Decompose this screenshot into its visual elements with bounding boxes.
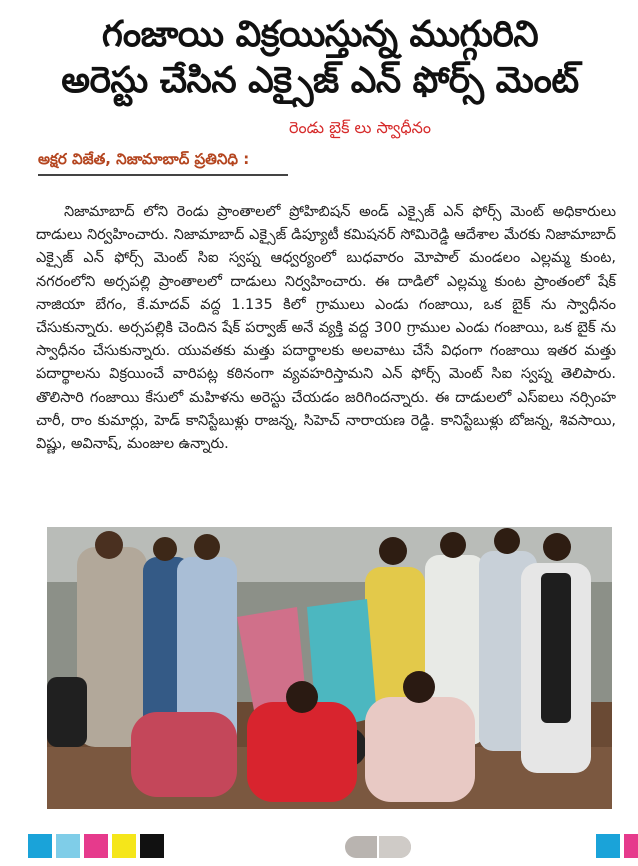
- color-swatch-magenta: [84, 834, 108, 858]
- page-navigation-pill[interactable]: [345, 836, 411, 858]
- color-swatch-cyan: [28, 834, 52, 858]
- subheadline: రెండు బైక్ లు స్వాధీనం: [289, 118, 431, 137]
- color-swatch-magenta-right: [624, 834, 638, 858]
- headline: [30, 12, 610, 104]
- color-swatch-cyan-right: [596, 834, 620, 858]
- color-swatch-black: [140, 834, 164, 858]
- color-swatch-light-cyan: [56, 834, 80, 858]
- article-body: నిజామాబాద్ లోని రెండు ప్రాంతాలలో ప్రోహిబిషన్ అండ్ ఎక్సైజ్ ఎన్ ఫోర్స్ మెంట్ అధికారులు దాడులు నిర్వహించారు. నిజామాబాద్ ఎక్సైజ్ డిప్యూటీ కమిషనర్ సోమిరెడ్డి ఆదేశాల మేరకు నిజామాబాద్ ఎక్సైజ్ ఎన్ ఫోర్స్ మెంట్ సిఐ స్వప్న ఆధ్వర్యంలో బుధవారం మోపాల్ మండలం ఎల్లమ్మ కుంట, నగరంలోని అర్సపల్లి ప్రాంతాలలో దాడులు నిర్వహించారు. ఈ దాడిలో ఎల్లమ్మ కుంట ప్రాంతంలో షేక్ నాజియా బేగం, కే.మాదవ్ వద్ద 1.135 కిలో గ్రాములు ఎండు గంజాయి, ఒక బైక్ ను స్వాధీనం చేసుకున్నారు. అర్సపల్లికి చెందిన షేక్ పర్వాజ్ అనే వ్యక్తి వద్ద 300 గ్రాముల ఎండు గంజాయి, ఒక బైక్ ను స్వాధీనం చేసుకున్నారు. యువతకు మత్తు పదార్థాలకు అలవాటు చేసే విధంగా గంజాయి ఇతర మత్తు పదార్థాలను విక్రయించే వారిపట్ల కఠినంగా వ్యవహరిస్తామని ఎన్ ఫోర్స్ మెంట్ సిఐ స్వప్న తెలిపారు. తొలిసారి గంజాయి కేసులో మహిళను అరెస్టు చేయడం జరిగిందన్నారు. ఈ దాడులలో ఎస్ఐలు నర్సింహ చారీ, రాం కుమార్లు, హెడ్ కానిస్టేబుళ్లు రాజన్న, సిహెచ్ నారాయణ రెడ్డి. కానిస్టేబుళ్లు బోజన్న, శివసాయి, విష్ణు, అవినాష్, మంజుల ఉన్నారు.: [36, 204, 616, 453]
- color-swatch-yellow: [112, 834, 136, 858]
- news-photo: [47, 527, 612, 809]
- byline: అక్షర విజేత, నిజామాబాద్ ప్రతినిధి :: [38, 150, 250, 168]
- headline-line-1: గంజాయి విక్రయిస్తున్న ముగ్గురిని: [101, 14, 539, 55]
- byline-underline: [38, 174, 288, 176]
- headline-line-2: అరెస్టు చేసిన ఎక్సైజ్ ఎన్ ఫోర్స్ మెంట్: [61, 60, 579, 101]
